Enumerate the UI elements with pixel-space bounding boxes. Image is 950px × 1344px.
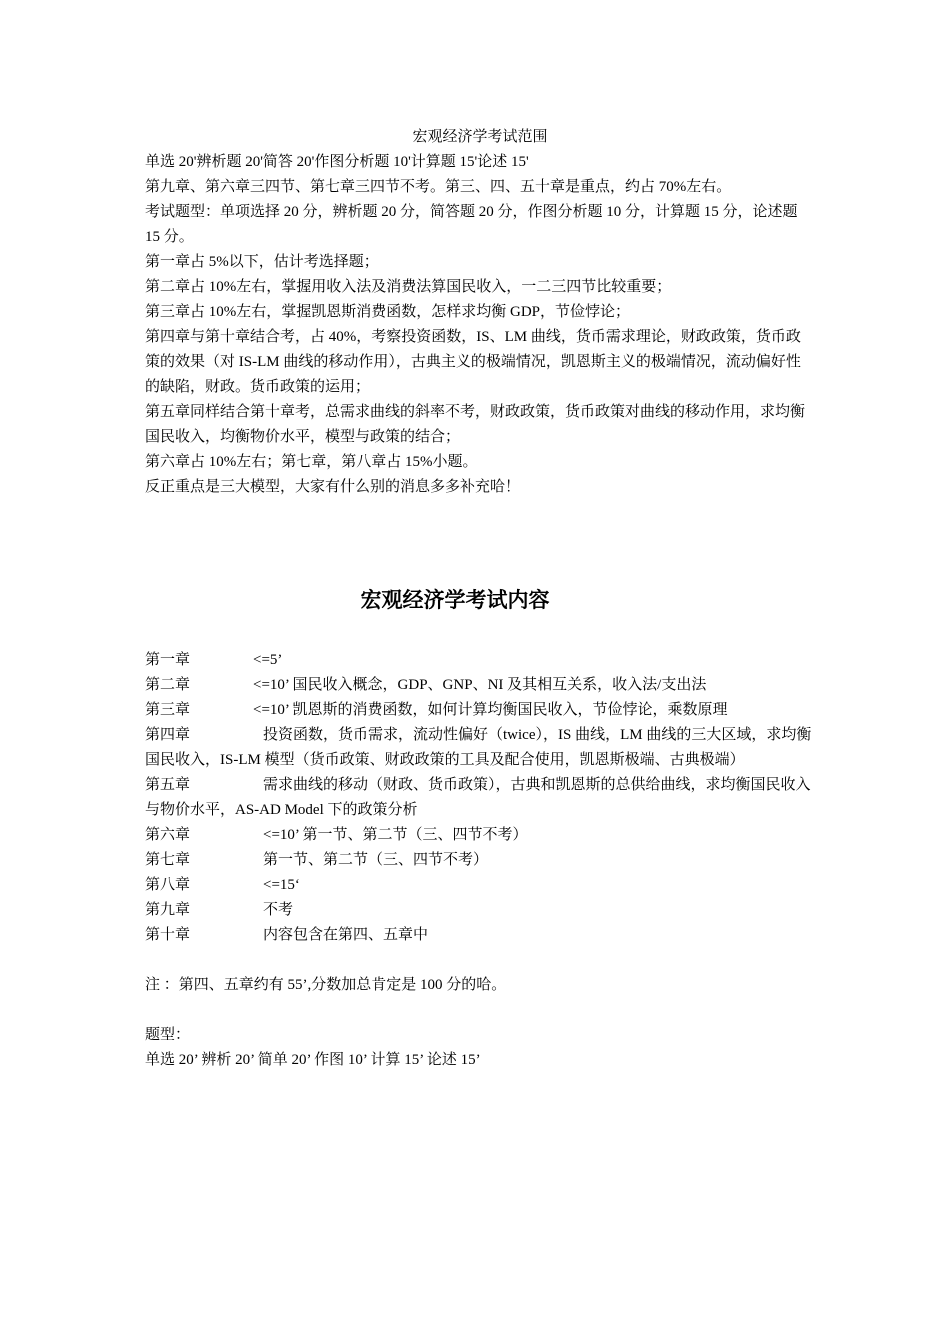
chapter-name: 第三章 [145,702,191,718]
chapter-row [145,773,815,823]
chapter-row [145,823,815,848]
chapter-row [145,873,815,898]
chapter-desc: 投资函数，货币需求，流动性偏好（twice），IS 曲线，LM 曲线的三大区域，求均衡国民收入，IS-LM 模型（货币政策、财政政策的工具及配合使用，凯恩斯极端、古典极端） [145,727,812,768]
question-types-line: 单选 20’ 辨析 20’ 简单 20’ 作图 10’ 计算 15’ 论述 15’ [145,1052,481,1068]
paragraph-line: 反正重点是三大模型，大家有什么别的消息多多补充哈！ [145,479,521,495]
chapter-name: 第十章 [145,927,191,943]
chapter-row [145,648,815,673]
exam-scope-title: 宏观经济学考试范围 [412,129,548,145]
chapter-desc: 需求曲线的移动（财政、货币政策），古典和凯恩斯的总供给曲线，求均衡国民收入与物价水平，AS-AD Model 下的政策分析 [145,777,811,818]
spacer [145,998,815,1023]
paragraph-line: 第六章占 10%左右；第七章，第八章占 15%小题。 [145,454,478,470]
chapter-name: 第一章 [145,652,191,668]
chapter-desc: 不考 [263,902,294,918]
chapter-desc: <=15‘ [263,877,300,893]
note-line: 注 ：第四、五章约有 55’,分数加总肯定是 100 分的哈。 [145,977,507,993]
chapter-name: 第八章 [145,877,191,893]
paragraph-line: 第四章与第十章结合考，占 40%，考察投资函数，IS、LM 曲线，货币需求理论，财政政策，货币政策的效果（对 IS-LM 曲线的移动作用），古典主义的极端情况，凯恩斯主义的极端情况，流动偏好性的缺陷，财政。货币政策的运用； [145,329,801,395]
paragraph-line: 第五章同样结合第十章考，总需求曲线的斜率不考，财政政策，货币政策对曲线的移动作用，求均衡国民收入，均衡物价水平，模型与政策的结合； [145,404,806,445]
chapter-desc: <=10’ 国民收入概念，GDP、GNP、NI 及其相互关系，收入法/支出法 [253,677,707,693]
chapter-name: 第七章 [145,852,191,868]
chapter-name: 第六章 [145,827,191,843]
paragraph-line: 单选 20'辨析题 20'简答 20'作图分析题 10'计算题 15'论述 15' [145,154,529,170]
chapter-row [145,923,815,948]
chapter-row [145,898,815,923]
paragraph-line: 考试题型：单项选择 20 分，辨析题 20 分，简答题 20 分，作图分析题 10 分，计算题 15 分，论述题 15 分。 [145,204,798,245]
chapter-row [145,673,815,698]
paragraph-line: 第一章占 5%以下，估计考选择题； [145,254,379,270]
chapter-name: 第五章 [145,777,191,793]
chapter-row [145,848,815,873]
chapter-desc: <=10’ 第一节、第二节（三、四节不考） [263,827,528,843]
paragraph-line: 第九章、第六章三四节、第七章三四节不考。第三、四、五十章是重点，约占 70%左右。 [145,179,732,195]
spacer [145,948,815,973]
exam-scope-section [145,125,815,500]
exam-content-title: 宏观经济学考试内容 [360,588,550,612]
chapter-desc: 内容包含在第四、五章中 [263,927,429,943]
chapter-name: 第二章 [145,677,191,693]
chapter-desc: <=5’ [253,652,283,668]
chapter-desc: 第一节、第二节（三、四节不考） [263,852,489,868]
chapter-name: 第九章 [145,902,191,918]
question-types-label: 题型： [145,1027,191,1043]
paragraph-line: 第三章占 10%左右，掌握凯恩斯消费函数，怎样求均衡 GDP，节俭悖论； [145,304,631,320]
chapter-name: 第四章 [145,727,191,743]
exam-content-section [145,648,815,1073]
chapter-row [145,698,815,723]
chapter-row [145,723,815,773]
paragraph-line: 第二章占 10%左右，掌握用收入法及消费法算国民收入，一二三四节比较重要； [145,279,672,295]
chapter-desc: <=10’ 凯恩斯的消费函数，如何计算均衡国民收入，节俭悖论，乘数原理 [253,702,728,718]
